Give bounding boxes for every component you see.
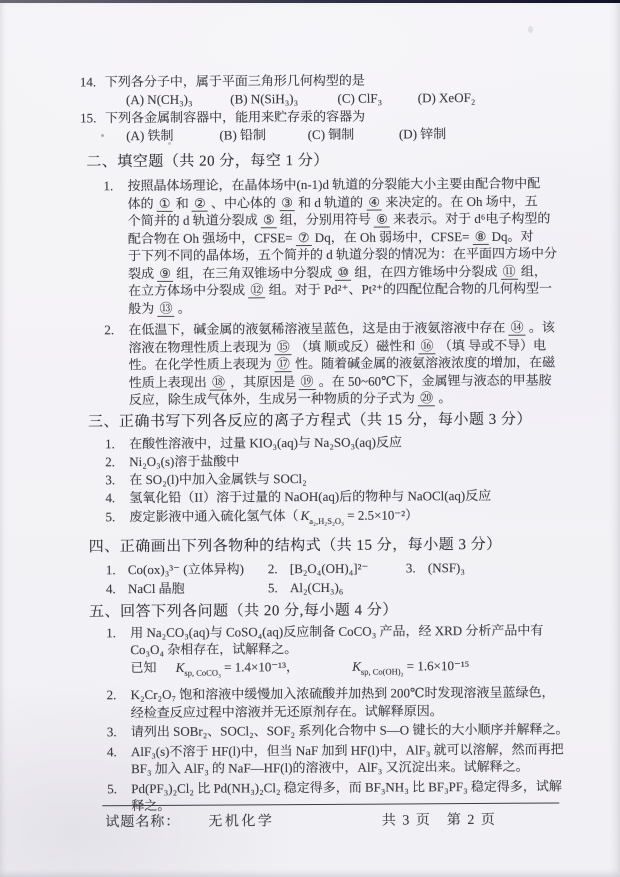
blank-circled-number: ④ [366,194,382,210]
question-text: 下列各金属制容器中，能用来贮存汞的容器为 [105,108,366,126]
exam-title: 无机化学 [208,814,275,830]
option-b: (B) 铅制 [219,127,267,143]
text-line: 经检查反应过程中溶液并无还原剂存在。试解释原因。 [130,702,443,720]
item-number: 2. [267,560,278,576]
option-c: (C) 铜制 [307,126,355,143]
blank-circled-number: ⑨ [157,265,173,281]
blank-circled-number: ② [192,195,208,211]
blank-circled-number: ⑥ [374,212,390,228]
section-ionic-equations-heading: 三、正确书写下列各反应的离子方程式（共 15 分，每小题 3 分） [87,411,533,430]
ksp-symbol: K [352,658,361,674]
ksp-value: = 1.4×10⁻¹³， [224,658,300,675]
text-line: 于下列不同的晶体场，五个简并的 d 轨道分裂的情况为：在平面四方场中分 [127,245,557,264]
question-item-1 [1,621,620,683]
text-line: 释之。 [131,797,171,814]
option-b: (B) N(SiH₃)₃ [230,91,299,107]
item-text: Ni₂O₃(s)溶于盐酸中 [129,452,240,469]
blank-circled-number: ⑮ [275,339,292,355]
fill-item-2 [0,318,620,409]
known-label: 已知 [130,659,157,675]
text-line: 性质上表现出 ⑱ ，其原因是 ⑲ 。在 50~60℃下，金属锂与液态的甲基胺 [128,372,552,390]
text-line: 溶液在物理性质上表现为 ⑮ （填 顺或反）磁性和 ⑯ （填 导或不导）电 [128,337,547,355]
text-line [107,720,620,741]
section-structures-heading: 四、正确画出下列各物种的结构式（共 15 分，每小题 3 分） [88,536,502,555]
text-line: 体的 ① 和 ② 、中心体的 ③ 和 d 轨道的 ④ 来决定的。在 Oh 场中，五 [127,193,538,211]
equilibrium-constant-subscript: a₂,H₂S₂O₃ [309,515,345,526]
options-row-15 [0,124,618,146]
item-number: 1. [106,624,117,640]
blank-circled-number: ⑭ [509,320,526,336]
text-line: 在低温下，碱金属的液氨稀溶液呈蓝色，这是由于液氨溶液中存在 ⑭ 。该 [128,319,555,338]
option-d: (D) 锌制 [398,126,447,142]
text-line: 按照晶体场理论，在晶体场中(n-1)d 轨道的分裂能大小主要由配合物中配 [127,175,541,194]
blank-circled-number: ⑫ [248,282,265,298]
structure-item-1 [106,559,268,579]
text-line: 请列出 SOBr₂、SOCl₂、SOF₂ 系列化合物中 S—O 键长的大小顺序并解释之。 [130,721,569,740]
page-indicator: 共 3 页 第 2 页 [381,812,497,829]
item-number: 4. [105,489,116,505]
formula: Co(ox)₃³⁻ (立体异构) [127,560,244,577]
ksp-subscript: sp, Co(OH)₂ [360,665,404,677]
item-text: 在 SO₂(l)中加入金属铁与 SOCl₂ [129,470,307,487]
ksp-value: = 1.6×10⁻¹⁵ [406,657,470,673]
text-line: 用 Na₂CO₃(aq)与 CoSO₄(aq)反应制备 CoCO₃ 产品，经 XRD 分析产品中有 [130,622,544,640]
formula: NaCl 晶胞 [127,580,185,596]
text-line: AlF₃(s)不溶于 HF(l)中，但当 NaF 加到 HF(l)中，AlF₃ 就可以溶解，然而再把 [130,740,564,759]
item-number: 1. [105,435,115,451]
blank-circled-number: ⑬ [157,300,174,316]
text-line: 个简并的 d 轨道分裂成 ⑤ 组，分别用符号 ⑥ 来表示。对于 d⁶电子构型的 [127,210,551,229]
structures-row-2 [1,576,620,599]
question-item-2 [2,683,620,722]
ksp-subscript: sp, CoCO₃ [184,667,221,678]
ksp-symbol: K [175,659,185,675]
text-line [107,740,620,761]
item-number: 4. [106,743,117,759]
ionic-item-5 [0,504,620,533]
formula: (NSF)₃ [427,559,465,575]
formula: [B₂O₄(OH)₄]²⁻ [289,560,369,576]
item-number: 2. [104,322,115,338]
item-number: 5. [107,780,117,796]
option-d: (D) XeOF₂ [417,89,476,106]
item-number: 5. [267,579,278,595]
blank-circled-number: ⑪ [501,263,518,279]
blank-circled-number: ⑯ [418,338,435,354]
formula: Al₂(CH₃)₆ [289,579,344,595]
footer-label: 试题名称： [105,814,181,831]
equilibrium-constant-value: = 2.5×10⁻²） [347,506,419,523]
text-line: Pd(PF₃)₂Cl₂ 比 Pd(NH₃)₂Cl₂ 稳定得多，而 BF₃NH₃ 比 BF₃PF₃ 稳定得多，试解 [131,777,562,796]
section-fill-blanks-heading: 二、填空题（共 20 分，每空 1 分） [86,152,329,171]
structure-item-2 [268,558,406,578]
option-c: (C) ClF₃ [337,90,383,106]
blank-circled-number: ⑧ [473,228,489,244]
item-number: 2. [106,687,117,703]
question-number: 14. [79,74,97,90]
blank-circled-number: ⑰ [275,356,292,372]
item-text: 氢氧化铅（II）溶于过量的 NaOH(aq)后的物种与 NaOCl(aq)反应 [129,487,492,505]
text-line: 配合物在 Oh 强场中，CFSE= ⑦ Dq，在 Oh 弱场中，CFSE= ⑧ Dq。对 [127,228,534,246]
item-number: 1. [105,561,116,577]
text-line: 性。在化学性质上表现为 ⑰ 性。随着碱金属的液氨溶液浓度的增加，在磁 [128,354,556,373]
text-line: 裂成 ⑨ 组，在三角双锥场中分裂成 ⑩ 组，在四方锥场中分裂成 ⑪ 组， [127,263,547,281]
item-number: 3. [105,471,116,487]
text-line [107,683,620,704]
section-questions-heading: 五、回答下列各问题（共 20 分,每小题 4 分） [89,601,398,620]
text-line: 般为 ⑬ 。 [128,300,191,316]
question-number: 15. [80,110,97,126]
item-number: 3. [106,724,117,740]
blank-circled-number: ③ [279,195,295,211]
structure-item-4 [106,578,268,598]
text-line: BF₃ 加入 AlF₃ 的 NaF—HF(l)的溶液中，AlF₃ 又沉淀出来。试解释之。 [131,758,529,777]
blank-circled-number: ⑲ [298,373,315,389]
page-footer [2,802,620,832]
text-line [106,621,620,642]
question-text: 下列各分子中，属于平面三角形几何构型的是 [104,72,365,90]
fill-item-1 [0,174,619,318]
blank-circled-number: ⑤ [261,212,277,228]
blank-circled-number: ⑳ [418,390,435,406]
blank-circled-number: ⑱ [210,374,227,390]
known-constants-line [106,656,620,683]
question-item-4 [2,740,620,779]
item-number: 3. [405,559,416,575]
question-item-3 [2,720,620,741]
item-number: 4. [105,580,116,596]
option-a: (A) 铁制 [126,127,174,144]
blank-circled-number: ⑩ [335,264,351,280]
option-a: (A) N(CH₃)₃ [125,91,193,108]
item-number: 1. [103,178,114,194]
item-text: 在酸性溶液中，过量 KIO₃(aq)与 Na₂SO₃(aq)反应 [129,433,402,451]
item-number: 2. [105,453,115,469]
text-line: K₂Cr₂O₇ 饱和溶液中缓慢加入浓硫酸并加热到 200℃时发现溶液呈蓝绿色， [130,684,555,703]
equilibrium-constant-symbol: K [300,507,310,523]
blank-circled-number: ① [157,195,173,211]
item-number: 5. [105,508,116,524]
text-line: 在立方体场中分裂成 ⑫ 组。对于 Pd²⁺、Pt²⁺的四配位配合物的几何构型一 [128,280,553,299]
footer-line [2,808,620,832]
item-text: 废定影液中通入硫化氢气体（ [129,507,299,524]
text-line [107,777,620,798]
text-line: Co₃O₄ 杂相存在，试解释之。 [130,641,298,658]
structure-item-5 [268,577,343,596]
text-line: 反应，除生成气体外，生成另一种物质的分子式为 ⑳ 。 [128,390,452,408]
blank-circled-number: ⑦ [296,229,312,245]
structure-item-3 [406,558,465,577]
